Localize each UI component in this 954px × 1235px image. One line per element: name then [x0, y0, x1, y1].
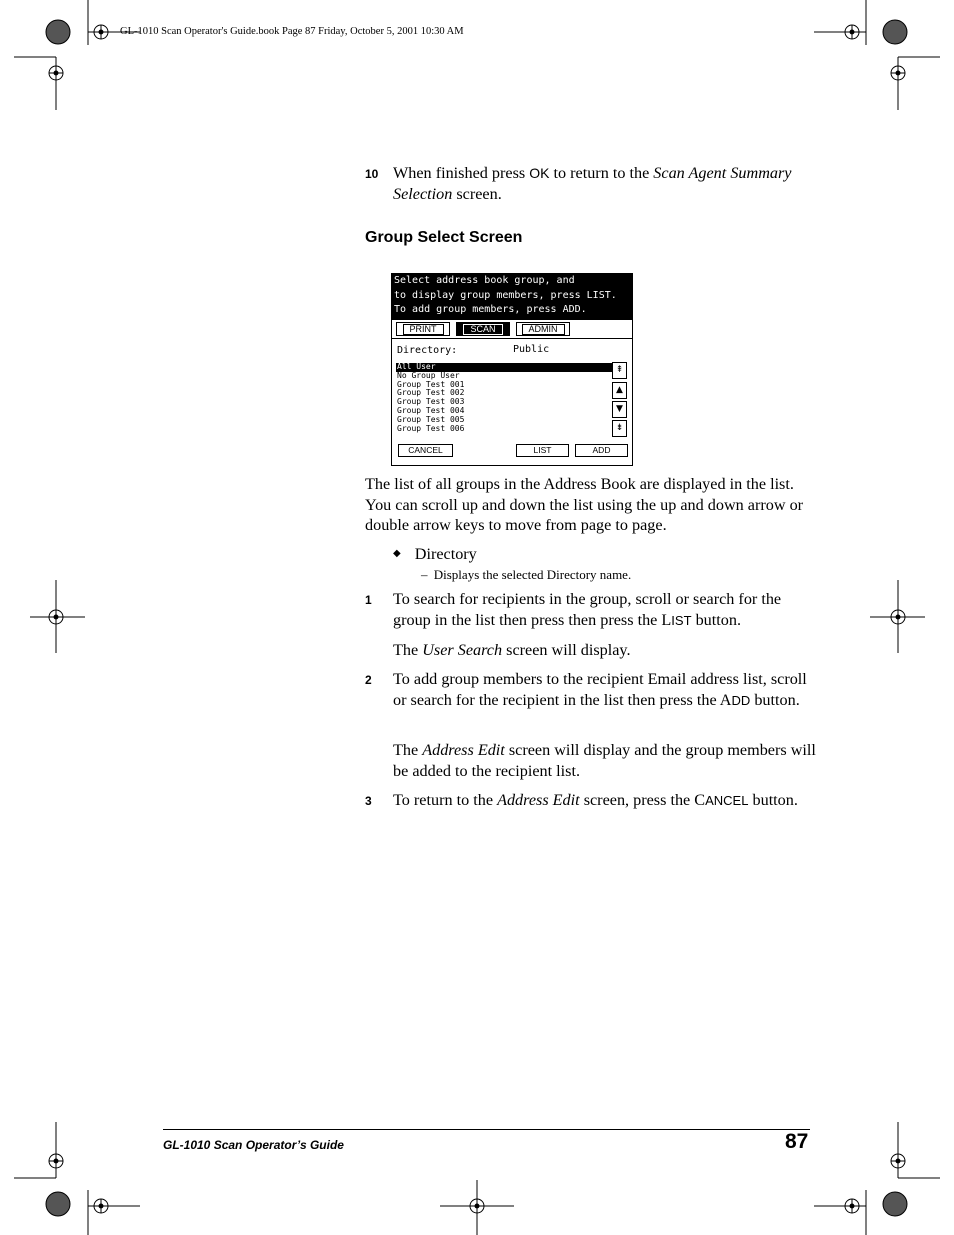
- page-number: 87: [785, 1130, 809, 1153]
- ok-key: OK: [529, 165, 550, 181]
- section-heading: Group Select Screen: [365, 229, 523, 246]
- directory-value: Public: [513, 344, 550, 355]
- bullet-item: [393, 545, 477, 564]
- list-item[interactable]: No Group User: [397, 370, 460, 380]
- list-item[interactable]: Group Test 004: [397, 405, 465, 415]
- list-item[interactable]: Group Test 002: [397, 388, 465, 398]
- message-line-3: To add group members, press ADD.: [394, 304, 587, 315]
- dash-icon: –: [421, 567, 428, 582]
- mode-tabs: [392, 321, 632, 339]
- group-select-screen: [391, 273, 633, 466]
- list-item[interactable]: Group Test 006: [397, 423, 465, 433]
- add-button[interactable]: ADD: [575, 444, 628, 457]
- step-10-text: [393, 163, 818, 204]
- tab-admin[interactable]: ADMIN: [516, 322, 570, 336]
- list-item[interactable]: Group Test 003: [397, 397, 465, 407]
- list-item[interactable]: Group Test 005: [397, 414, 465, 424]
- step-10-text-a: When finished press: [393, 164, 530, 182]
- intro-paragraph: The list of all groups in the Address Book are displayed in the list. You can scroll up and down the list using the up and down arrow or double arrow keys to move from page to page.: [365, 475, 804, 534]
- step-1-text: To search for recipients in the group, scroll or search for the group in the list then press then press the LIST button.: [393, 590, 782, 629]
- list-item[interactable]: Group Test 001: [397, 379, 465, 389]
- step-number-2: 2: [365, 673, 372, 687]
- bullet-sub-item: [421, 567, 631, 583]
- directory-label: Directory:: [397, 345, 458, 356]
- tab-print[interactable]: PRINT: [396, 322, 450, 336]
- scroll-up-button[interactable]: [612, 382, 627, 399]
- double-down-arrow-icon: ⇟: [615, 423, 624, 433]
- step-2-follow: The Address Edit screen will display and the group members will be added to the recipient list.: [393, 741, 816, 780]
- diamond-bullet-icon: ◆: [393, 548, 401, 559]
- footer-title: GL-1010 Scan Operator’s Guide: [163, 1138, 344, 1152]
- instruction-message: [392, 274, 632, 320]
- step-1-follow: The User Search screen will display.: [393, 641, 631, 659]
- print-header: GL-1010 Scan Operator's Guide.book Page 87 Friday, October 5, 2001 10:30 AM: [120, 26, 464, 37]
- page-down-button[interactable]: [612, 420, 627, 437]
- bullet-label: Directory: [414, 545, 477, 563]
- tab-scan[interactable]: SCAN: [456, 322, 510, 336]
- scan-agent-summary-ref: Scan Agent Summary Selection: [393, 164, 792, 203]
- step-3-text: To return to the Address Edit screen, press the CANCEL button.: [393, 791, 798, 809]
- footer-rule: [163, 1129, 810, 1130]
- scroll-down-button[interactable]: [612, 401, 627, 418]
- step-10-text-b: to return to the: [549, 164, 654, 182]
- step-number-10: 10: [365, 167, 379, 181]
- message-line-2: to display group members, press LIST.: [394, 289, 617, 301]
- message-line-1: Select address book group, and: [394, 275, 575, 286]
- double-up-arrow-icon: ⇞: [615, 365, 624, 375]
- step-number-3: 3: [365, 794, 372, 808]
- step-number-1: 1: [365, 593, 372, 607]
- step-10-text-c: screen.: [452, 184, 502, 203]
- up-arrow-icon: ▲: [616, 385, 623, 395]
- list-button[interactable]: LIST: [516, 444, 569, 457]
- list-item[interactable]: All User: [396, 363, 612, 372]
- step-2-text: To add group members to the recipient Email address list, scroll or search for the recipient in the list then press the ADD button.: [393, 670, 807, 709]
- cancel-button[interactable]: CANCEL: [398, 444, 453, 457]
- bullet-sub-text: Displays the selected Directory name.: [433, 567, 632, 582]
- down-arrow-icon: ▼: [616, 404, 623, 414]
- page-up-button[interactable]: [612, 362, 627, 379]
- group-list: [396, 363, 612, 433]
